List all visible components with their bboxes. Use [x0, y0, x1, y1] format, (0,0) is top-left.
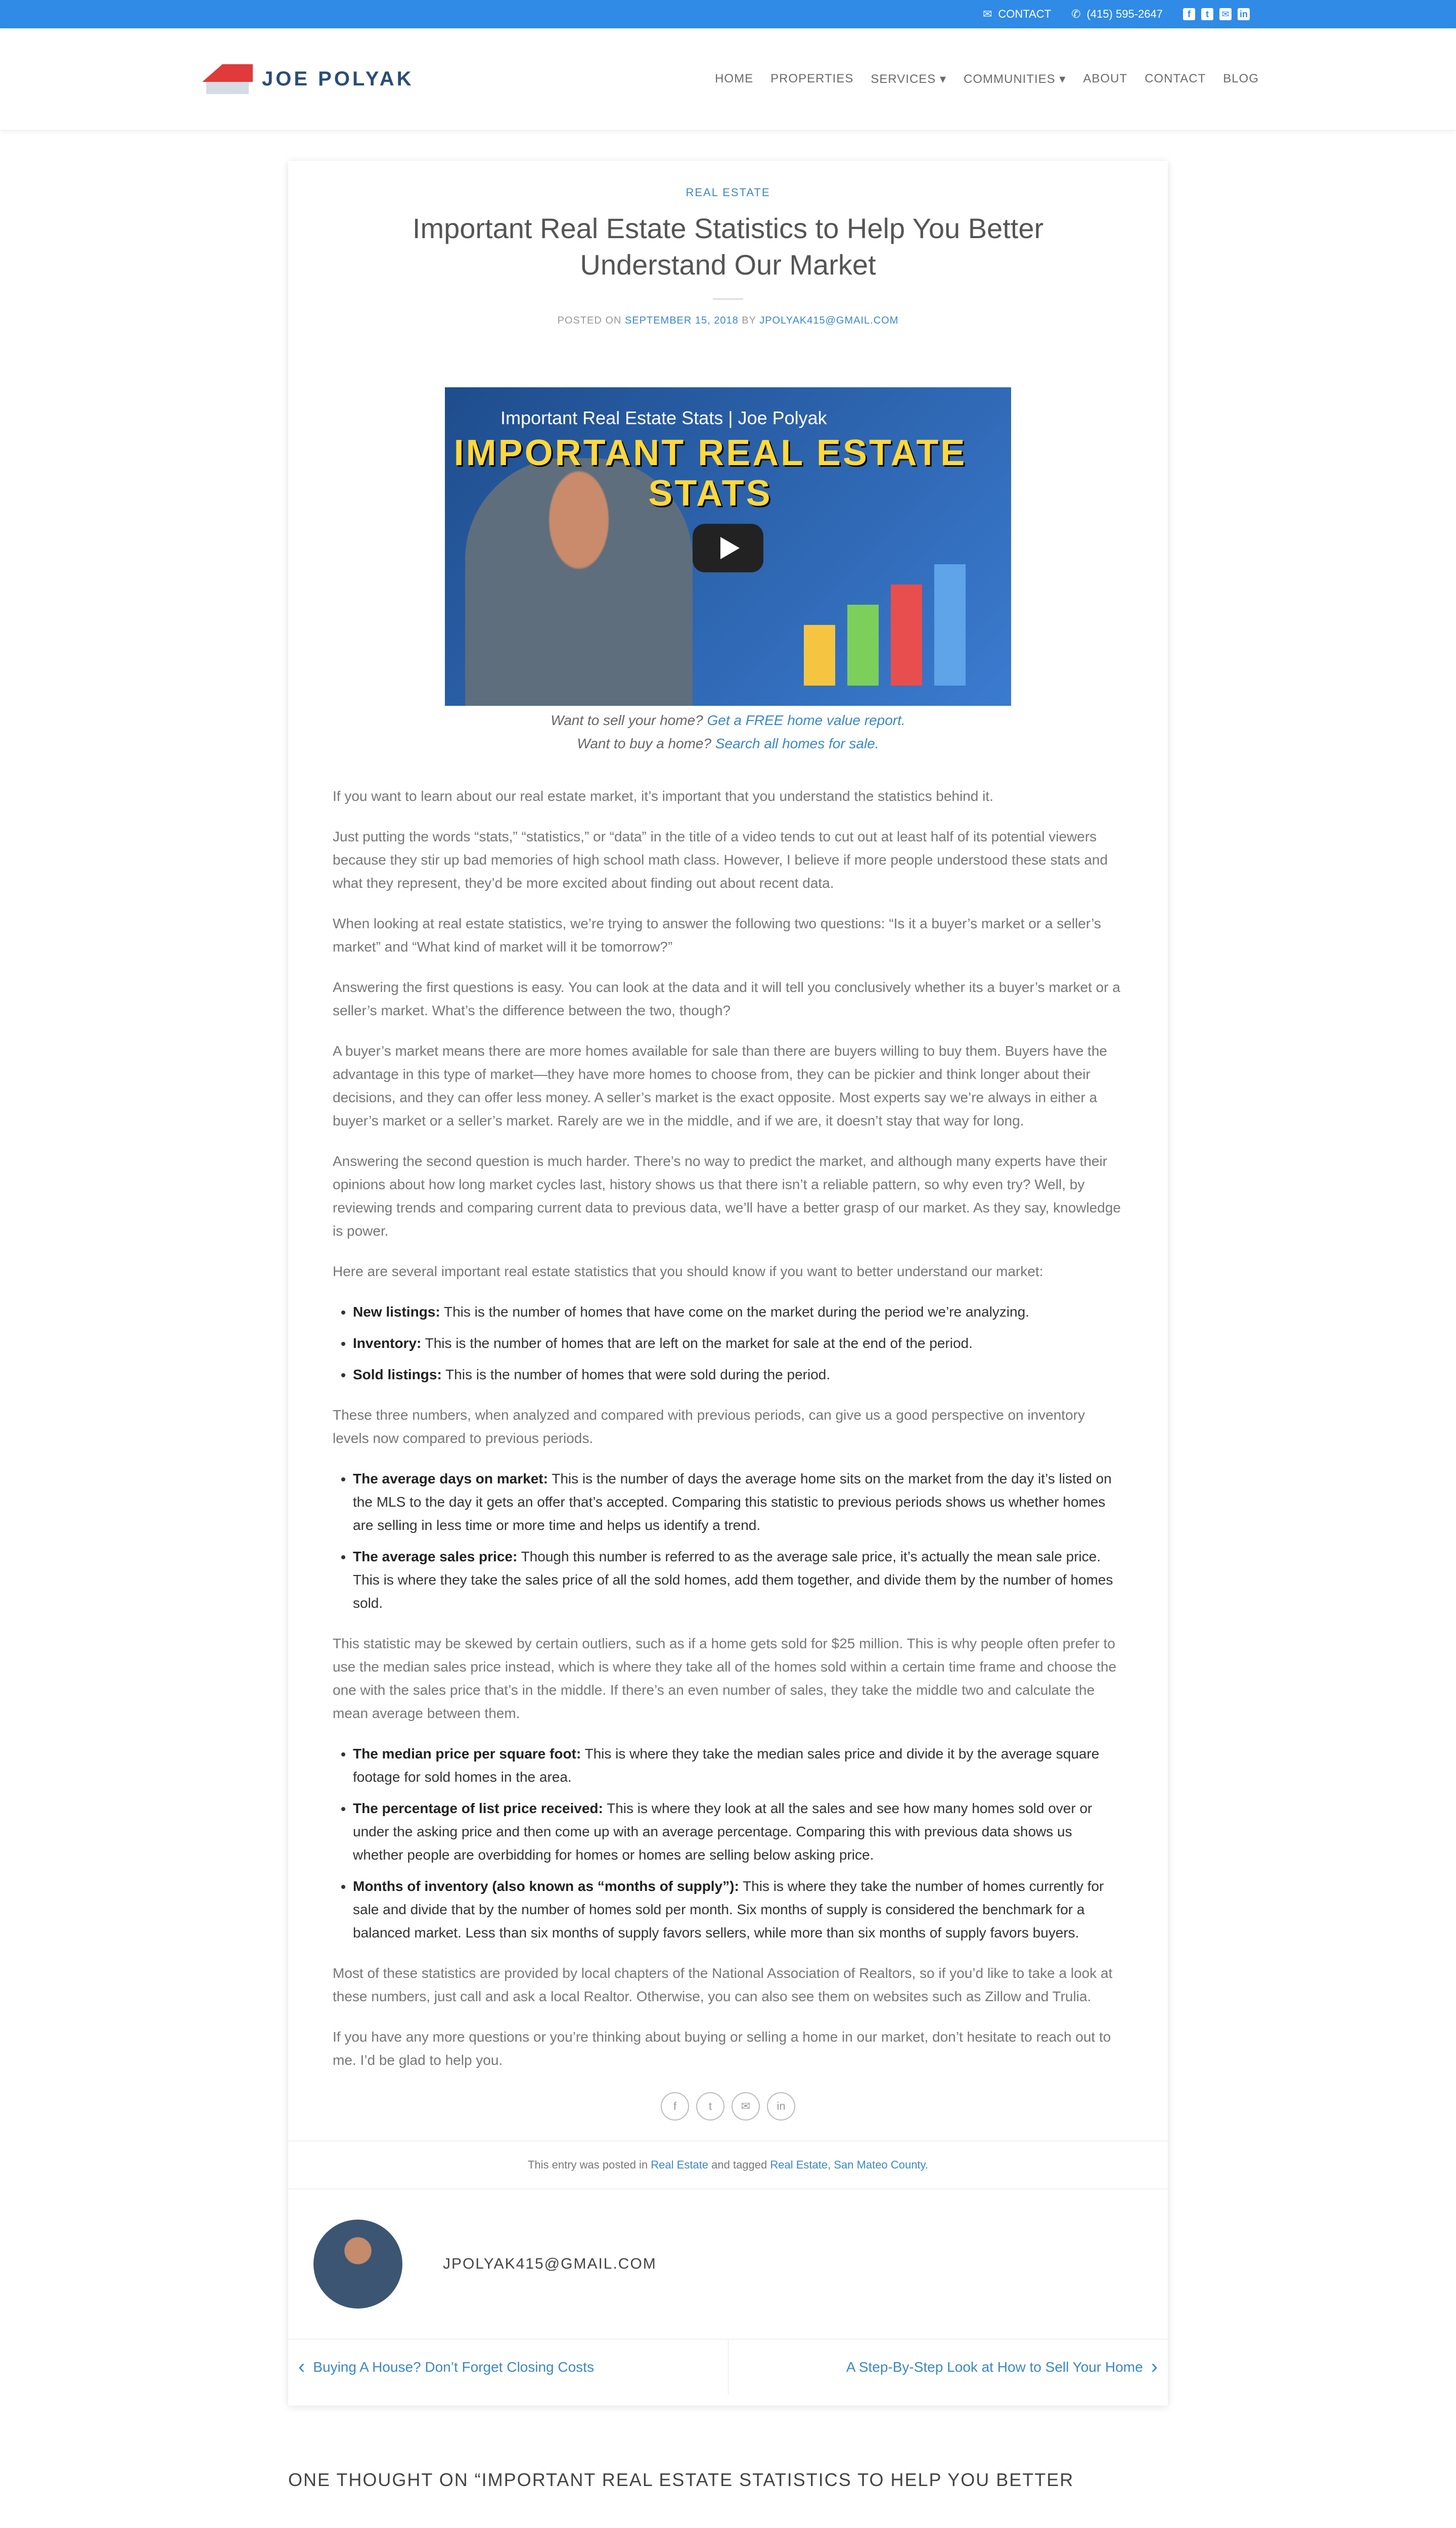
nav-properties[interactable]: PROPERTIES	[770, 72, 854, 85]
facebook-icon[interactable]: f	[1183, 8, 1195, 20]
author-box	[288, 2189, 1168, 2339]
share-linkedin-icon[interactable]: in	[767, 2092, 795, 2120]
top-bar	[0, 0, 1456, 28]
comments-heading: ONE THOUGHT ON “IMPORTANT REAL ESTATE STATISTICS TO HELP YOU BETTER	[288, 2469, 1074, 2490]
share-email-icon[interactable]: ✉	[732, 2092, 760, 2120]
category-link[interactable]: Real Estate	[651, 2158, 709, 2171]
phone-icon: ✆	[1071, 8, 1081, 20]
contact-link[interactable]: ✉ CONTACT	[982, 8, 1052, 20]
nav-communities[interactable]: COMMUNITIES ▾	[964, 72, 1066, 86]
previous-post-link[interactable]: ‹ Buying A House? Don’t Forget Closing Costs	[288, 2339, 729, 2395]
video-overlay-text: IMPORTANT REAL ESTATE STATS	[453, 433, 967, 514]
share-facebook-icon[interactable]: f	[661, 2092, 689, 2120]
article-title: Important Real Estate Statistics to Help You Better Understand Our Market	[412, 212, 1044, 281]
youtube-video-embed[interactable]	[445, 387, 1011, 706]
nav-contact[interactable]: CONTACT	[1145, 72, 1206, 85]
social-icons	[1183, 8, 1250, 20]
share-twitter-icon[interactable]: t	[696, 2092, 724, 2120]
video-caption: Want to sell your home? Get a FREE home value report. Want to buy a home? Search all homes for sale.	[551, 712, 905, 751]
author-name: JPOLYAK415@GMAIL.COM	[443, 2255, 657, 2272]
paragraph: Answering the second question is much harder. There’s no way to predict the market, and although many experts have their opinions about how long market cycles last, history shows us that there isn’t a reliable pattern, so why even try? Well, by reviewing trends and comparing current data to previous data, we’ll have a better grasp of our market. As they say, knowledge is power.	[333, 1153, 1121, 1239]
nav-about[interactable]: ABOUT	[1083, 72, 1128, 85]
home-value-link[interactable]: Get a FREE home value report.	[707, 712, 905, 728]
main-nav	[715, 72, 1259, 86]
phone-link[interactable]: ✆ (415) 595-2647	[1071, 8, 1163, 20]
paragraph: Here are several important real estate statistics that you should know if you want to better understand our market:	[333, 1263, 1043, 1279]
linkedin-icon[interactable]: in	[1238, 8, 1250, 20]
play-button-icon[interactable]	[693, 524, 763, 572]
author-avatar	[313, 2220, 402, 2309]
list-item: • The average days on market: This is the number of days the average home sits on the market from the day it’s listed on the MLS to the day it gets an offer that’s accepted. Comparing this statistic to previous periods shows us whether homes are selling in less time or more time and helps us identify a trend.	[353, 1467, 1123, 1537]
site-logo[interactable]: JOE POLYAK	[202, 62, 414, 97]
share-buttons	[288, 2092, 1168, 2120]
envelope-icon: ✉	[982, 8, 992, 20]
paragraph: A buyer’s market means there are more homes available for sale than there are buyers willing to buy them. Buyers have the advantage in this type of market—they have more homes to choose from, they can be pickier and think longer about their decisions, and they can offer less money. A seller’s market is the exact opposite. Most experts say we’re always in either a buyer’s market or a seller’s market. Rarely are we in the middle, and if we are, it doesn’t stay that way for long.	[333, 1043, 1107, 1128]
post-date-link[interactable]: SEPTEMBER 15, 2018	[624, 315, 739, 326]
list-item: • The median price per square foot: This is where they take the median sales price and divide it by the average square footage for sold homes in the area.	[353, 1742, 1123, 1789]
list-item: • New listings: This is the number of homes that have come on the market during the period we’re analyzing.	[353, 1300, 1123, 1324]
nav-services[interactable]: SERVICES ▾	[871, 72, 947, 86]
nav-blog[interactable]: BLOG	[1223, 72, 1259, 85]
entry-tags: This entry was posted in Real Estate and tagged Real Estate, San Mateo County.	[288, 2141, 1168, 2189]
article-body	[333, 785, 1123, 2072]
comments-section	[288, 2447, 1168, 2528]
article-card	[288, 161, 1168, 2406]
paragraph: These three numbers, when analyzed and compared with previous periods, can give us a good perspective on inventory levels now compared to previous periods.	[333, 1407, 1085, 1446]
chevron-right-icon: ›	[1151, 2356, 1158, 2378]
title-divider	[713, 298, 743, 300]
tag-links[interactable]: Real Estate, San Mateo County	[770, 2158, 925, 2171]
stats-list	[353, 1300, 1123, 1386]
stats-list	[353, 1742, 1123, 1945]
post-author-link[interactable]: JPOLYAK415@GMAIL.COM	[759, 315, 899, 326]
paragraph: If you have any more questions or you’re thinking about buying or selling a home in our market, don’t hesitate to reach out to me. I’d be glad to help you.	[333, 2029, 1111, 2068]
list-item: • The average sales price: Though this number is referred to as the average sale price, it’s actually the mean sale price. This is where they take the sales price of all the sold homes, add them together, and divide them by the number of homes sold.	[353, 1545, 1123, 1615]
post-meta: POSTED ON SEPTEMBER 15, 2018 BY JPOLYAK415@GMAIL.COM	[557, 315, 899, 326]
list-item: • Inventory: This is the number of homes that are left on the market for sale at the end of the period.	[353, 1332, 1123, 1355]
next-post-link[interactable]: A Step-By-Step Look at How to Sell Your Home ›	[846, 2356, 1158, 2378]
paragraph: Answering the first questions is easy. You can look at the data and it will tell you conclusively whether its a buyer’s market or a seller’s market. What’s the difference between the two, though?	[333, 979, 1120, 1018]
twitter-icon[interactable]: t	[1201, 8, 1213, 20]
chevron-left-icon: ‹	[298, 2356, 305, 2378]
stats-list	[353, 1467, 1123, 1615]
email-icon[interactable]: ✉	[1219, 8, 1232, 20]
paragraph: If you want to learn about our real estate market, it’s important that you understand the statistics behind it.	[333, 788, 993, 804]
video-title[interactable]: Important Real Estate Stats | Joe Polyak	[500, 408, 827, 428]
category-link[interactable]: REAL ESTATE	[686, 186, 770, 199]
search-homes-link[interactable]: Search all homes for sale.	[715, 736, 879, 751]
paragraph: This statistic may be skewed by certain outliers, such as if a home gets sold for $25 million. This is why people often prefer to use the median sales price instead, which is where they take all of the homes sold within a certain time frame and choose the one with the sales price that’s in the middle. If there’s an even number of sales, they take the middle two and calculate the mean average between them.	[333, 1636, 1117, 1721]
post-navigation	[288, 2339, 1168, 2395]
list-item: • Sold listings: This is the number of homes that were sold during the period.	[353, 1363, 1123, 1386]
site-header	[0, 28, 1456, 130]
list-item: • Months of inventory (also known as “months of supply”): This is where they take the number of homes currently for sale and divide that by the number of homes sold per month. Six months of supply is considered the benchmark for a balanced market. Less than six months of supply favors sellers, while more than six months of supply favors buyers.	[353, 1875, 1123, 1945]
video-bar-graphic	[804, 564, 966, 686]
house-logo-icon	[202, 62, 253, 97]
paragraph: When looking at real estate statistics, we’re trying to answer the following two questions: “Is it a buyer’s market or a seller’s market” and “What kind of market will it be tomorrow?”	[333, 916, 1101, 955]
paragraph: Most of these statistics are provided by local chapters of the National Association of Realtors, so if you’d like to take a look at these numbers, just call and ask a local Realtor. Otherwise, you can also see them on websites such as Zillow and Trulia.	[333, 1965, 1113, 2004]
nav-home[interactable]: HOME	[715, 72, 754, 85]
list-item: • The percentage of list price received: This is where they look at all the sales and see how many homes sold over or under the asking price and then come up with an average percentage. Comparing this with previous data shows us whether people are overbidding for homes or homes are selling below asking price.	[353, 1797, 1123, 1867]
paragraph: Just putting the words “stats,” “statistics,” or “data” in the title of a video tends to cut out at least half of its potential viewers because they stir up bad memories of high school math class. However, I believe if more people understood these stats and what they represent, they’d be more excited about finding out about recent data.	[333, 829, 1108, 891]
